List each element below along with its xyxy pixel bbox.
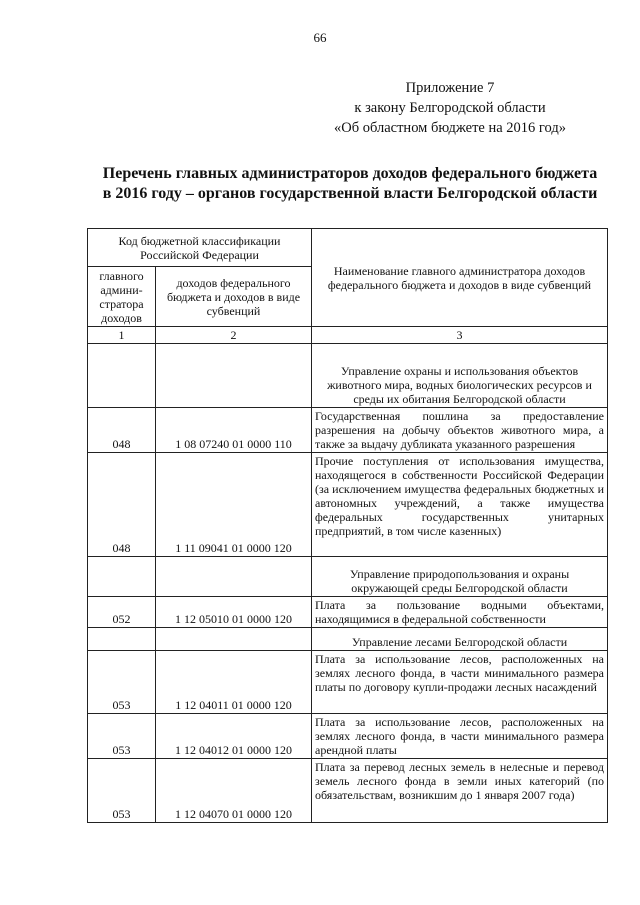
admin-code-cell: 048 [88,408,156,453]
appendix-line-3: «Об областном бюджете на 2016 год» [334,120,566,136]
table-row [88,453,608,557]
header-federal-revenue: доходов федерального бюджета и доходов в виде субвенций [156,267,312,327]
budget-code-cell: 1 12 04011 01 0000 120 [156,651,312,714]
budget-code-cell: 1 12 04070 01 0000 120 [156,759,312,823]
table-row [88,714,608,759]
table-row [88,651,608,714]
section-title-cell: Управление лесами Белгородской области [312,628,608,651]
document-title [100,164,600,204]
column-number-2: 2 [156,327,312,344]
section-title-cell: Управление природопользования и охраны окружающей среды Белгородской области [312,557,608,597]
admin-code-cell [88,344,156,408]
table-body [88,344,608,823]
section-row [88,557,608,597]
header-administrator-name: Наименование главного администратора доходов федерального бюджета и доходов в виде субвенций [312,229,608,327]
table-row [88,597,608,628]
admin-code-cell: 048 [88,453,156,557]
admin-code-cell: 052 [88,597,156,628]
page-number: 66 [313,30,327,45]
budget-code-cell: 1 11 09041 01 0000 120 [156,453,312,557]
budget-code-cell: 1 12 05010 01 0000 120 [156,597,312,628]
revenue-name-cell: Плата за перевод лесных земель в нелесные и перевод земель лесного фонда в земли иных категорий (по обязательствам, возникшим до 1 января 2007 года) [312,759,608,823]
header-classification-code: Код бюджетной классификации Российской Федерации [88,229,312,267]
table-row [88,759,608,823]
table-row [88,408,608,453]
admin-code-cell: 053 [88,651,156,714]
column-number-1: 1 [88,327,156,344]
budget-code-cell [156,628,312,651]
budget-code-cell [156,557,312,597]
revenue-name-cell: Плата за использование лесов, расположенных на землях лесного фонда, в части минимального размера арендной платы [312,714,608,759]
section-title-cell: Управление охраны и использования объектов животного мира, водных биологических ресурсов и среды их обитания Белгородской области [312,344,608,408]
budget-code-cell [156,344,312,408]
admin-code-cell: 053 [88,714,156,759]
document-title-line-2: в 2016 году – органов государственной власти Белгородской области [102,185,598,202]
revenue-name-cell: Государственная пошлина за предоставление разрешения на добычу объектов животного мира, а также за выдачу дубликата указанного разрешения [312,408,608,453]
section-row [88,628,608,651]
admin-code-cell [88,557,156,597]
appendix-line-2: к закону Белгородской области [354,100,546,116]
revenue-name-cell: Плата за использование лесов, расположенных на землях лесного фонда, в части минимального размера платы по договору купли-продажи лесных насаждений [312,651,608,714]
appendix-block [300,78,600,138]
admin-code-cell [88,628,156,651]
header-main-administrator: главного админи-стратора доходов [88,267,156,327]
column-number-3: 3 [312,327,608,344]
document-title-line-1: Перечень главных администраторов доходов федерального бюджета [102,165,598,182]
budget-code-cell: 1 12 04012 01 0000 120 [156,714,312,759]
admin-code-cell: 053 [88,759,156,823]
revenue-name-cell: Плата за пользование водными объектами, находящимися в федеральной собственности [312,597,608,628]
revenue-name-cell: Прочие поступления от использования имущества, находящегося в собственности Российской Федерации (за исключением имущества федеральных бюджетных и автономных учреждений, а также имущества федеральных государственных унитарных предприятий, в том числе казенных) [312,453,608,557]
section-row [88,344,608,408]
budget-code-cell: 1 08 07240 01 0000 110 [156,408,312,453]
revenue-administrators-table [87,228,608,823]
appendix-line-1: Приложение 7 [405,80,495,96]
